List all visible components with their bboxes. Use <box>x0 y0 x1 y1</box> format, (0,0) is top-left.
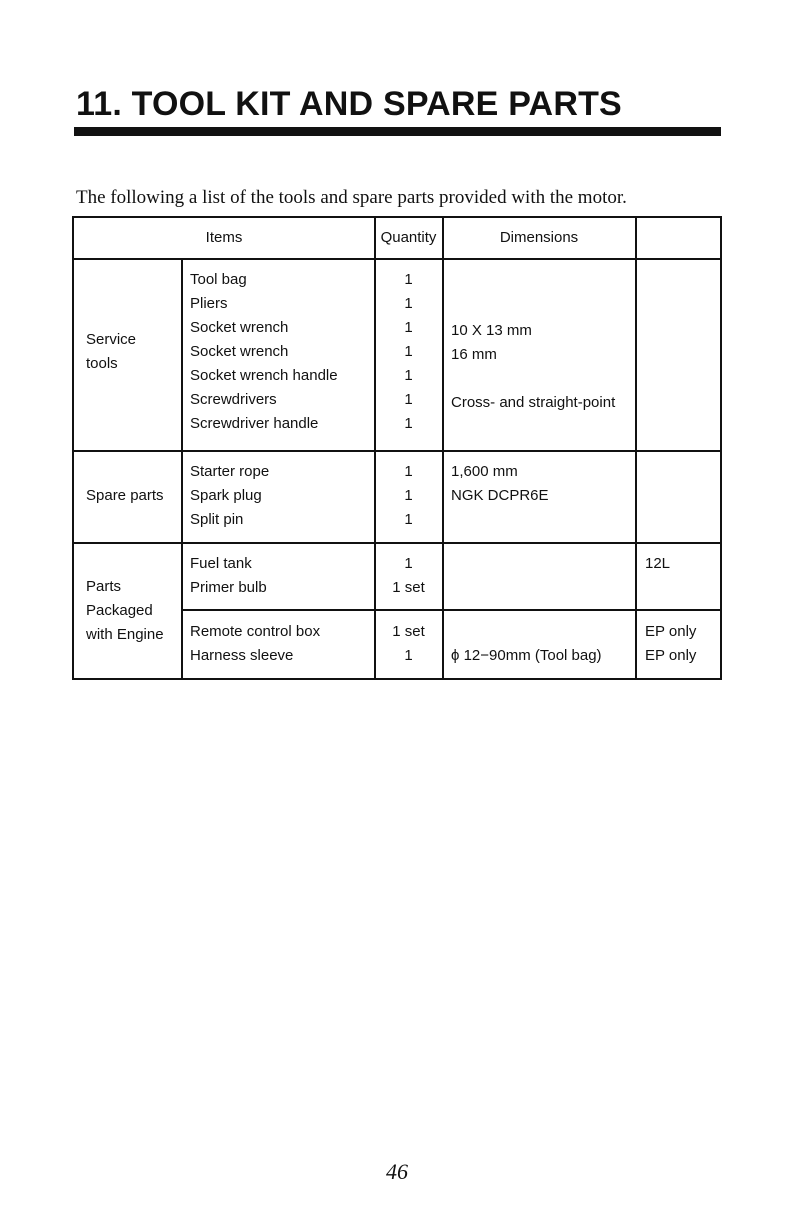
column-divider-items <box>181 259 183 680</box>
page-number: 46 <box>386 1159 408 1184</box>
list-item: Socket wrench handle <box>190 367 338 384</box>
service-tools-items <box>190 268 338 436</box>
note-fuel-tank: 12L <box>645 555 671 572</box>
list-item: Split pin <box>190 511 244 528</box>
list-item: Socket wrench <box>190 319 289 336</box>
list-item: Starter rope <box>190 463 270 480</box>
dimension-screwdrivers: Cross- and straight-point <box>451 394 616 411</box>
list-item: Screwdriver handle <box>190 415 319 432</box>
packaged-quantities-lower: 1 set 1 <box>392 623 425 664</box>
column-divider-quantity-right <box>442 218 444 680</box>
column-divider-dimensions-right <box>635 218 637 680</box>
list-item: Screwdrivers <box>190 391 277 408</box>
packaged-notes-lower: EP only EP only <box>645 623 697 664</box>
list-item: Primer bulb <box>190 579 267 596</box>
group-label-packaged: Parts Packaged with Engine <box>86 578 164 643</box>
header-items: Items <box>205 229 243 246</box>
spare-parts-dimensions: 1,600 mm NGK DCPR6E <box>451 463 549 504</box>
header-dimensions: Dimensions <box>499 229 579 246</box>
spare-parts-divider <box>74 542 720 544</box>
page-title: 11. TOOL KIT AND SPARE PARTS <box>76 85 622 123</box>
header-quantity: Quantity <box>380 229 437 246</box>
list-item: Fuel tank <box>190 555 252 572</box>
list-item: Tool bag <box>190 271 247 288</box>
tool-kit-table <box>72 216 722 680</box>
dimension-harness-sleeve: ϕ 12−90mm (Tool bag) <box>451 647 602 664</box>
spare-parts-quantities: 1 1 1 <box>404 463 413 528</box>
spare-parts-items <box>190 460 269 532</box>
group-label-service-tools: Service tools <box>86 331 137 372</box>
list-item: Remote control box <box>190 623 321 640</box>
list-item: Harness sleeve <box>190 647 294 664</box>
service-tools-divider <box>74 450 720 452</box>
packaged-items-lower <box>190 620 320 668</box>
list-item: Pliers <box>190 295 228 312</box>
group-label-spare-parts: Spare parts <box>86 487 164 504</box>
packaged-subdivider <box>181 609 720 611</box>
dimension-socket-wrench-2: 16 mm <box>451 346 497 363</box>
service-tools-quantities: 1 1 1 1 1 1 1 <box>404 271 413 432</box>
list-item: Socket wrench <box>190 343 289 360</box>
packaged-quantities-upper: 1 1 set <box>392 555 425 596</box>
list-item: Spark plug <box>190 487 262 504</box>
header-divider <box>74 258 720 260</box>
packaged-items-upper <box>190 552 267 600</box>
title-underline <box>74 127 721 136</box>
dimension-socket-wrench-1: 10 X 13 mm <box>451 322 532 339</box>
intro-text: The following a list of the tools and spare parts provided with the motor. <box>76 187 627 208</box>
